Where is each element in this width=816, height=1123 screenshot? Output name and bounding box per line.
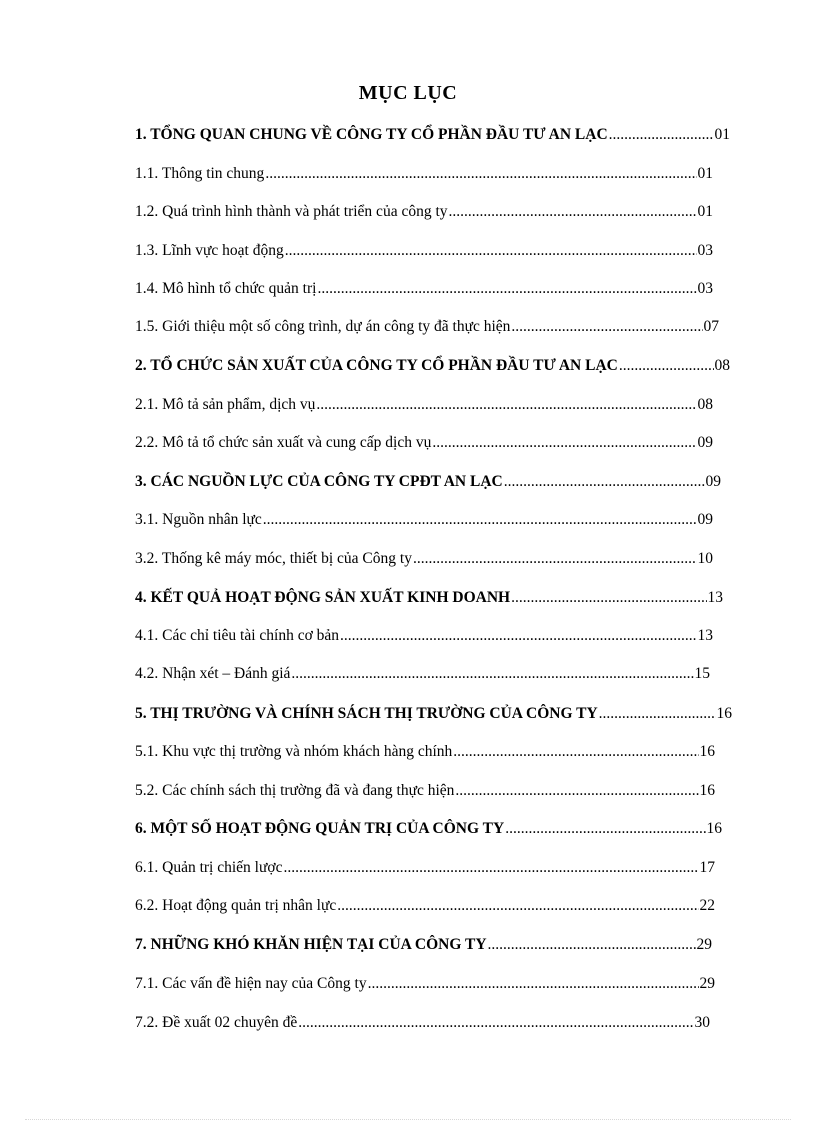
toc-entry-text: 5. THỊ TRƯỜNG VÀ CHÍNH SÁCH THỊ TRƯỜNG CỦA CÔNG TY <box>135 705 598 722</box>
toc-entry <box>135 587 723 609</box>
toc-entry <box>135 432 713 454</box>
dot-leader <box>316 394 696 416</box>
dot-leader <box>455 780 698 802</box>
toc-entry <box>135 201 713 223</box>
toc-entry-page: 09 <box>697 434 713 451</box>
toc-entry-page: 01 <box>697 203 713 220</box>
toc-entry-text: 6. MỘT SỐ HOẠT ĐỘNG QUẢN TRỊ CỦA CÔNG TY <box>135 820 505 837</box>
dot-leader <box>285 240 697 262</box>
toc-entry <box>135 124 730 146</box>
toc-entry <box>135 1012 710 1034</box>
toc-entry-page: 30 <box>694 1014 710 1031</box>
dot-leader <box>317 278 696 300</box>
toc-entry-page: 22 <box>699 897 715 914</box>
toc-entry-text: 1.4. Mô hình tổ chức quản trị <box>135 280 317 297</box>
toc-entry-text: 1.5. Giới thiệu một số công trình, dự án công ty đã thực hiện <box>135 318 511 335</box>
dot-leader <box>619 355 714 377</box>
toc-entry-page: 09 <box>697 511 713 528</box>
dot-leader <box>488 934 696 956</box>
toc-entry <box>135 703 732 725</box>
toc-entry <box>135 663 710 685</box>
toc-entry-page: 07 <box>703 318 719 335</box>
toc-entry-page: 13 <box>697 627 713 644</box>
toc-entry <box>135 394 713 416</box>
toc-entry <box>135 240 713 262</box>
toc-entry <box>135 278 713 300</box>
toc-entry <box>135 548 713 570</box>
toc-entry <box>135 509 713 531</box>
toc-entry-page: 13 <box>707 589 723 606</box>
toc-entry-text: 4. KẾT QUẢ HOẠT ĐỘNG SẢN XUẤT KINH DOANH <box>135 589 511 606</box>
toc-entry-text: 7.1. Các vấn đề hiện nay của Công ty <box>135 975 367 992</box>
toc-entry-page: 10 <box>697 550 713 567</box>
dot-leader <box>432 432 696 454</box>
toc-entry-text: 6.1. Quản trị chiến lược <box>135 859 283 876</box>
toc-entry-text: 4.2. Nhận xét – Đánh giá <box>135 665 291 682</box>
dot-leader <box>263 509 697 531</box>
toc-entry-text: 3.2. Thống kê máy móc, thiết bị của Công ty <box>135 550 412 567</box>
dot-leader <box>504 471 705 493</box>
dot-leader <box>599 703 716 725</box>
dot-leader <box>291 663 693 685</box>
toc-entry-text: 2. TỔ CHỨC SẢN XUẤT CỦA CÔNG TY CỔ PHẦN ĐẦU TƯ AN LẠC <box>135 357 618 374</box>
toc-entry-page: 29 <box>696 936 712 953</box>
toc-entry-text: 6.2. Hoạt động quản trị nhân lực <box>135 897 337 914</box>
toc-entry <box>135 780 715 802</box>
toc-entry <box>135 973 715 995</box>
toc-entry-page: 16 <box>706 820 722 837</box>
page-title: MỤC LỤC <box>358 82 458 104</box>
toc-entry-page: 01 <box>714 126 730 143</box>
toc-entry-text: 5.2. Các chính sách thị trường đã và đang thực hiện <box>135 782 455 799</box>
dot-leader <box>449 201 697 223</box>
dot-leader <box>505 818 705 840</box>
toc-entry-text: 1.3. Lĩnh vực hoạt động <box>135 242 284 259</box>
toc-entry-text: 2.1. Mô tả sản phẩm, dịch vụ <box>135 396 316 413</box>
toc-entry <box>135 934 712 956</box>
toc-entry <box>135 895 715 917</box>
dot-leader <box>337 895 698 917</box>
toc-entry <box>135 355 730 377</box>
toc-entry-text: 7.2. Đề xuất 02 chuyên đề <box>135 1014 298 1031</box>
toc-entry-page: 09 <box>705 473 721 490</box>
toc-entry-text: 5.1. Khu vực thị trường và nhóm khách hàng chính <box>135 743 453 760</box>
toc-entry-page: 08 <box>697 396 713 413</box>
toc-entry-page: 01 <box>697 165 713 182</box>
dot-leader <box>511 587 706 609</box>
toc-entry-page: 15 <box>694 665 710 682</box>
dot-leader <box>298 1012 693 1034</box>
toc-entry <box>135 741 715 763</box>
dot-leader <box>453 741 698 763</box>
toc-entry <box>135 316 719 338</box>
dot-leader <box>511 316 702 338</box>
dot-leader <box>265 163 696 185</box>
toc-entry <box>135 163 713 185</box>
dot-leader <box>283 857 698 879</box>
toc-entry-page: 03 <box>697 280 713 297</box>
toc-entry-text: 3. CÁC NGUỒN LỰC CỦA CÔNG TY CPĐT AN LẠC <box>135 473 503 490</box>
toc-entry-text: 4.1. Các chỉ tiêu tài chính cơ bản <box>135 627 340 644</box>
toc-entry-text: 7. NHỮNG KHÓ KHĂN HIỆN TẠI CỦA CÔNG TY <box>135 936 487 953</box>
toc-entry-text: 2.2. Mô tả tổ chức sản xuất và cung cấp dịch vụ <box>135 434 432 451</box>
toc-entry-page: 16 <box>716 705 732 722</box>
dot-leader <box>340 625 696 647</box>
toc-entry-text: 3.1. Nguồn nhân lực <box>135 511 262 528</box>
toc-entry <box>135 625 713 647</box>
dot-leader <box>368 973 699 995</box>
toc-entry-text: 1.2. Quá trình hình thành và phát triển của công ty <box>135 203 448 220</box>
toc-entry-page: 16 <box>699 782 715 799</box>
toc-entry-page: 17 <box>699 859 715 876</box>
toc-entry-text: 1.1. Thông tin chung <box>135 165 265 182</box>
dot-leader <box>413 548 697 570</box>
toc-entry-page: 03 <box>697 242 713 259</box>
toc-entry <box>135 471 721 493</box>
toc-entry <box>135 818 722 840</box>
toc-entry-page: 16 <box>699 743 715 760</box>
toc-entry-page: 29 <box>699 975 715 992</box>
dot-leader <box>609 124 714 146</box>
toc-entry-text: 1. TỔNG QUAN CHUNG VỀ CÔNG TY CỔ PHẦN ĐẦU TƯ AN LẠC <box>135 126 608 143</box>
page-bottom-rule <box>25 1119 791 1120</box>
toc-entry-page: 08 <box>714 357 730 374</box>
toc-entry <box>135 857 715 879</box>
